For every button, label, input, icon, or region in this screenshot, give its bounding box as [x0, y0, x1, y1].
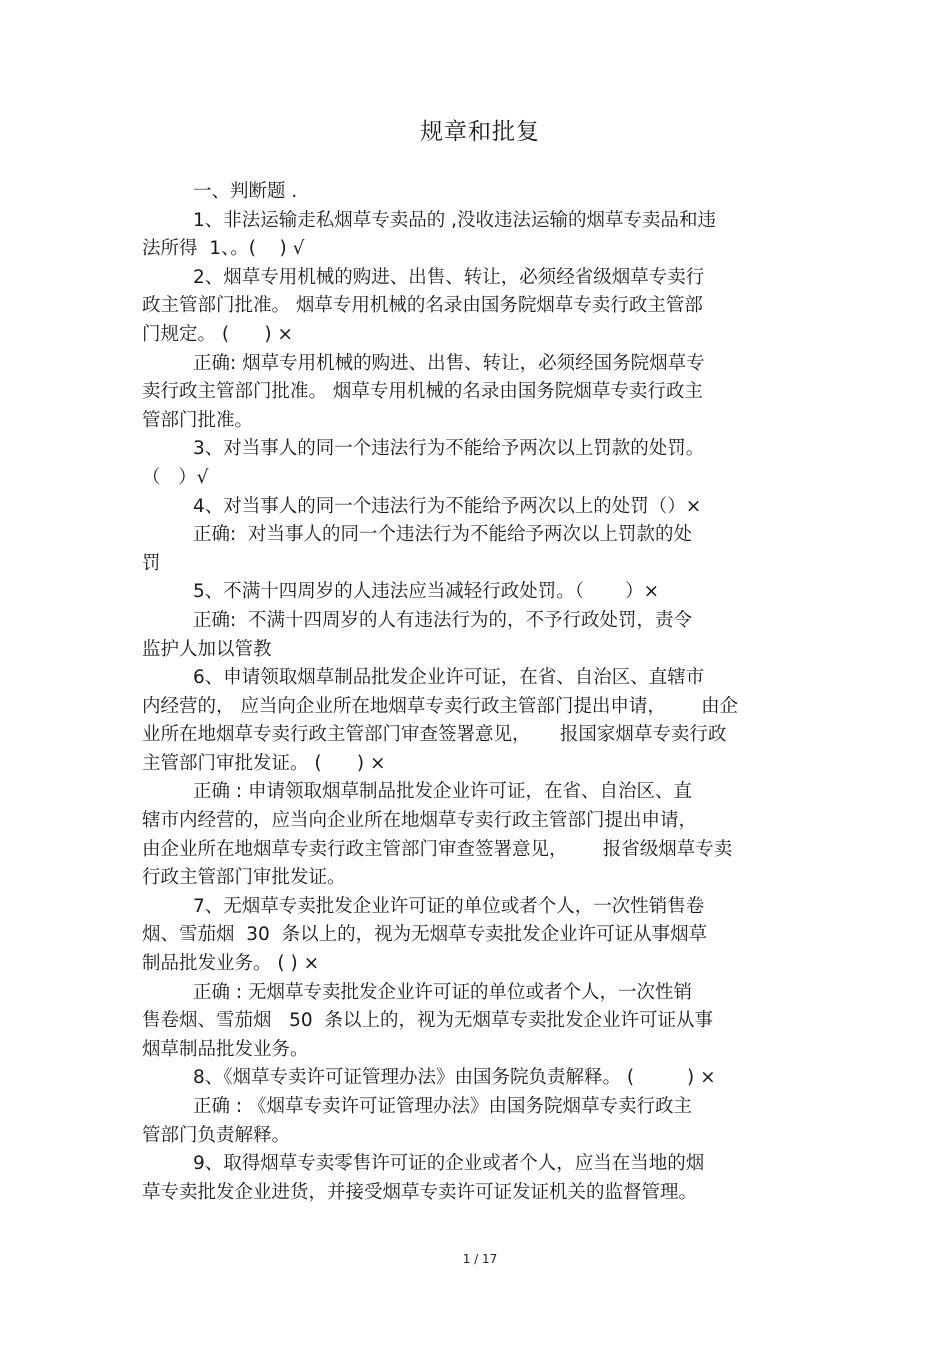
text-line: 法所得 1、。( ) √ [142, 238, 305, 260]
text-line: 草专卖批发企业进货，并接受烟草专卖许可证发证机关的监督管理。 [142, 1181, 698, 1203]
text-line: 由企业所在地烟草专卖行政主管部门审查签署意见， 报省级烟草专卖 [142, 838, 733, 860]
text-line: 管部门负责解释。 [142, 1124, 291, 1146]
text-line: 4、对当事人的同一个违法行为不能给予两次以上的处罚（）× [193, 495, 702, 517]
text-line: 门规定。 ( ) × [142, 323, 293, 345]
text-line: 售卷烟、雪茄烟 50 条以上的，视为无烟草专卖批发企业许可证从事 [142, 1010, 713, 1032]
text-line: 辖市内经营的，应当向企业所在地烟草专卖行政主管部门提出申请， [142, 810, 698, 832]
text-line: 监护人加以管教 [142, 638, 272, 660]
page-number: 1 / 17 [462, 1252, 498, 1266]
text-line: 主管部门审批发证。 ( ) × [142, 752, 386, 774]
document-body [142, 178, 812, 1207]
text-line: （ ）√ [142, 466, 209, 488]
text-line: 烟草制品批发业务。 [142, 1038, 309, 1060]
text-line: 7、无烟草专卖批发企业许可证的单位或者个人，一次性销售卷 [193, 895, 705, 917]
text-line: 正确 : 申请领取烟草制品批发企业许可证，在省、自治区、直 [193, 781, 692, 803]
text-line: 罚 [142, 552, 161, 574]
text-line: 内经营的， 应当向企业所在地烟草专卖行政主管部门提出申请， 由企 [142, 695, 739, 717]
text-line: 政主管部门批准。 烟草专用机械的名录由国务院烟草专卖行政主管部 [142, 295, 703, 317]
text-line: 8、《烟草专卖许可证管理办法》由国务院负责解释。 ( ) × [193, 1067, 716, 1089]
text-line: 5、不满十四周岁的人违法应当减轻行政处罚。（ ）× [193, 581, 660, 603]
text-line: 3、对当事人的同一个违法行为不能给予两次以上罚款的处罚。 [193, 438, 705, 460]
text-line: 6、申请领取烟草制品批发企业许可证，在省、自治区、直辖市 [193, 667, 705, 689]
text-line: 行政主管部门审批发证。 [142, 867, 346, 889]
text-line: 卖行政主管部门批准。 烟草专用机械的名录由国务院烟草专卖行政主 [142, 381, 703, 403]
text-line: 正确 : 《烟草专卖许可证管理办法》由国务院烟草专卖行政主 [193, 1096, 692, 1117]
text-line: 1、非法运输走私烟草专卖品的 ,没收违法运输的烟草专卖品和违 [193, 209, 717, 231]
text-line: 烟、雪茄烟 30 条以上的，视为无烟草专卖批发企业许可证从事烟草 [142, 924, 708, 946]
text-line: 正确 : 无烟草专卖批发企业许可证的单位或者个人，一次性销 [193, 981, 692, 1003]
text-line: 9、取得烟草专卖零售许可证的企业或者个人，应当在当地的烟 [193, 1153, 705, 1175]
text-line: 一、判断题 . [193, 181, 298, 202]
document-title: 规章和批复 [420, 119, 540, 145]
text-line: 正确: 不满十四周岁的人有违法行为的，不予行政处罚，责令 [193, 609, 692, 631]
text-line: 正确: 烟草专用机械的购进、出售、转让，必须经国务院烟草专 [193, 352, 705, 374]
text-line: 正确: 对当事人的同一个违法行为不能给予两次以上罚款的处 [193, 524, 692, 546]
text-line: 管部门批准。 [142, 409, 254, 431]
text-line: 2、烟草专用机械的购进、出售、转让，必须经省级烟草专卖行 [193, 266, 705, 288]
text-line: 业所在地烟草专卖行政主管部门审查签署意见， 报国家烟草专卖行政 [142, 724, 727, 746]
text-line: 制品批发业务。 ( ) × [142, 953, 320, 975]
